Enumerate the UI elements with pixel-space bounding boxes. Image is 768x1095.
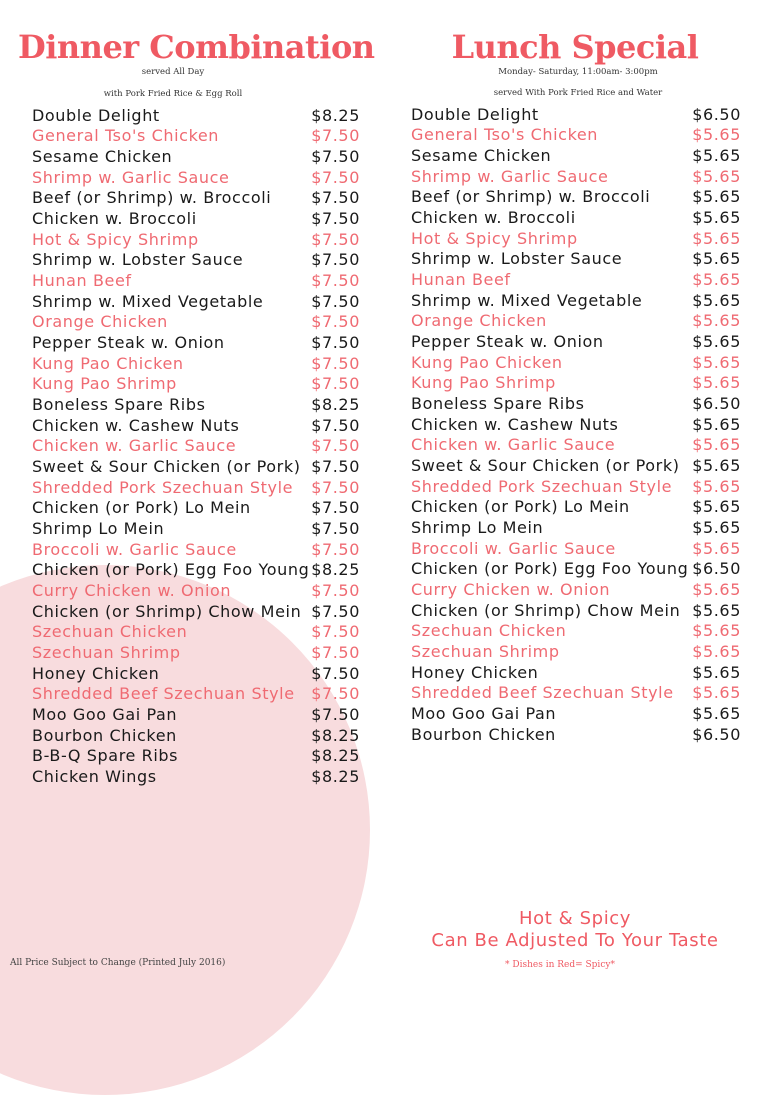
menu-item-name: Shrimp w. Mixed Vegetable [411,290,643,310]
menu-item-price: $5.65 [692,517,741,537]
menu-item-price: $5.65 [692,683,741,703]
menu-item-price: $6.50 [692,394,741,414]
menu-item-price: $8.25 [311,766,360,786]
menu-item [411,145,741,166]
menu-item [411,352,741,373]
menu-item-name: B-B-Q Spare Ribs [32,746,179,766]
menu-item-price: $7.50 [311,498,360,518]
menu-item-name: Broccoli w. Garlic Sauce [32,539,237,559]
menu-item-price: $7.50 [311,622,360,642]
menu-item [411,662,741,683]
menu-item-name: Shredded Pork Szechuan Style [32,477,294,497]
menu-item-name: Shredded Beef Szechuan Style [411,683,674,703]
lunch-title: Lunch Special [451,28,699,66]
menu-item-name: Shrimp Lo Mein [411,517,544,537]
menu-item [411,331,741,352]
menu-item-price: $7.50 [311,374,360,394]
menu-item-name: Chicken w. Broccoli [32,209,197,229]
menu-item [411,682,741,703]
menu-item-name: Beef (or Shrimp) w. Broccoli [411,187,651,207]
menu-item [32,704,360,725]
adjust-taste-note: Can Be Adjusted To Your Taste [431,930,719,951]
menu-item-price: $5.65 [692,228,741,248]
menu-item [32,105,360,126]
menu-item-name: Chicken (or Shrimp) Chow Mein [411,600,681,620]
menu-item-price: $7.50 [311,456,360,476]
menu-item [411,373,741,394]
menu-item-name: Hot & Spicy Shrimp [32,229,199,249]
menu-item [32,497,360,518]
menu-item-name: Shrimp Lo Mein [32,518,165,538]
menu-item-name: Sweet & Sour Chicken (or Pork) [411,455,680,475]
menu-item-price: $5.65 [692,166,741,186]
menu-item [411,269,741,290]
menu-item [411,600,741,621]
menu-item-price: $5.65 [692,497,741,517]
menu-item-price: $5.65 [692,187,741,207]
menu-item-name: Szechuan Shrimp [32,642,181,662]
menu-item-price: $7.50 [311,353,360,373]
dinner-subtitle-includes: with Pork Fried Rice & Egg Roll [103,89,243,99]
menu-item-name: Bourbon Chicken [32,725,177,745]
menu-item-name: Chicken w. Garlic Sauce [411,435,616,455]
menu-item [32,312,360,333]
menu-item [411,166,741,187]
menu-item [411,393,741,414]
menu-item-price: $5.65 [692,414,741,434]
menu-item-price: $8.25 [311,560,360,580]
menu-item-name: Sesame Chicken [32,147,173,167]
menu-item [411,125,741,146]
menu-item [32,436,360,457]
menu-item-name: Chicken w. Broccoli [411,208,576,228]
menu-item-name: Shrimp w. Lobster Sauce [411,249,623,269]
menu-item-price: $5.65 [692,311,741,331]
menu-item [32,208,360,229]
menu-item-name: Double Delight [32,105,160,125]
menu-item [32,250,360,271]
menu-item-name: Boneless Spare Ribs [411,394,585,414]
menu-item-name: Moo Goo Gai Pan [411,703,557,723]
menu-item-price: $7.50 [311,539,360,559]
menu-item-name: General Tso's Chicken [411,125,599,145]
menu-item [411,620,741,641]
menu-item-name: Bourbon Chicken [411,724,556,744]
menu-item-price: $5.65 [692,621,741,641]
spicy-legend-note: * Dishes in Red= Spicy* [505,960,615,970]
menu-item [32,146,360,167]
menu-item [411,435,741,456]
menu-item-name: Honey Chicken [411,662,539,682]
menu-item [32,621,360,642]
menu-item-price: $5.65 [692,703,741,723]
menu-item [411,558,741,579]
menu-item-name: Hunan Beef [32,271,132,291]
menu-item [32,559,360,580]
menu-item [411,641,741,662]
menu-item [32,229,360,250]
menu-item-name: Boneless Spare Ribs [32,395,206,415]
menu-item-price: $7.50 [311,518,360,538]
menu-item-price: $5.65 [692,125,741,145]
menu-item-price: $5.65 [692,641,741,661]
menu-item-price: $7.50 [311,333,360,353]
menu-item-price: $7.50 [311,642,360,662]
menu-item-name: Szechuan Chicken [32,622,188,642]
menu-item-price: $8.25 [311,725,360,745]
menu-item [32,683,360,704]
menu-item [32,518,360,539]
menu-item-price: $7.50 [311,663,360,683]
menu-item [411,414,741,435]
menu-item-name: Beef (or Shrimp) w. Broccoli [32,188,272,208]
menu-item [411,496,741,517]
menu-item-name: Curry Chicken w. Onion [32,580,232,600]
menu-item [411,228,741,249]
menu-item-price: $5.65 [692,373,741,393]
menu-item-name: Chicken (or Pork) Egg Foo Young [411,559,689,579]
menu-item-price: $5.65 [692,538,741,558]
hot-spicy-heading: Hot & Spicy [518,908,632,929]
menu-item-price: $7.50 [311,209,360,229]
menu-item [32,167,360,188]
menu-item-name: Pepper Steak w. Onion [32,333,225,353]
menu-item-price: $5.65 [692,476,741,496]
menu-item-name: Orange Chicken [32,312,168,332]
menu-item-price: $7.50 [311,229,360,249]
menu-item-name: Chicken (or Pork) Lo Mein [32,498,251,518]
menu-item-price: $5.65 [692,332,741,352]
menu-item-price: $6.50 [692,559,741,579]
menu-item-name: Hunan Beef [411,270,511,290]
menu-item-name: Chicken (or Pork) Lo Mein [411,497,630,517]
menu-item-price: $7.50 [311,477,360,497]
menu-item-price: $8.25 [311,746,360,766]
menu-item-price: $6.50 [692,104,741,124]
menu-item-price: $5.65 [692,249,741,269]
menu-item-name: Chicken (or Shrimp) Chow Mein [32,601,302,621]
menu-item-name: Shrimp w. Mixed Vegetable [32,291,264,311]
menu-item [32,332,360,353]
lunch-subtitle-includes: served With Pork Fried Rice and Water [493,88,663,98]
menu-item-price: $5.65 [692,290,741,310]
menu-item [411,187,741,208]
dinner-menu-list [32,105,360,787]
menu-item-price: $5.65 [692,270,741,290]
menu-item-price: $7.50 [311,704,360,724]
dinner-subtitle-served: served All Day [141,67,205,77]
menu-item-name: Curry Chicken w. Onion [411,579,611,599]
menu-item-name: Chicken w. Cashew Nuts [411,414,619,434]
menu-item-price: $5.65 [692,662,741,682]
menu-item-name: Szechuan Shrimp [411,641,560,661]
menu-item-price: $7.50 [311,147,360,167]
menu-item [411,517,741,538]
menu-item [32,291,360,312]
menu-item-price: $7.50 [311,415,360,435]
menu-item-price: $7.50 [311,291,360,311]
menu-item-name: Moo Goo Gai Pan [32,704,178,724]
menu-item [411,538,741,559]
menu-item-name: General Tso's Chicken [32,126,220,146]
menu-item [32,539,360,560]
menu-item [32,126,360,147]
menu-item [32,725,360,746]
menu-item [32,394,360,415]
menu-item [32,188,360,209]
menu-item [411,207,741,228]
menu-item [411,455,741,476]
menu-item [32,580,360,601]
menu-item [32,477,360,498]
menu-item-price: $7.50 [311,580,360,600]
menu-item-price: $5.65 [692,600,741,620]
lunch-menu-list [411,104,741,744]
menu-item-price: $7.50 [311,312,360,332]
lunch-subtitle-hours: Monday- Saturday, 11:00am- 3:00pm [498,67,658,77]
menu-item-price: $5.65 [692,352,741,372]
menu-item [411,579,741,600]
menu-item-name: Sweet & Sour Chicken (or Pork) [32,456,301,476]
menu-item-name: Kung Pao Chicken [411,352,563,372]
menu-item-name: Shredded Beef Szechuan Style [32,684,295,704]
menu-item-price: $6.50 [692,724,741,744]
menu-item [411,476,741,497]
menu-item-price: $7.50 [311,684,360,704]
menu-item-price: $7.50 [311,167,360,187]
menu-item-name: Kung Pao Shrimp [32,374,177,394]
menu-item [32,642,360,663]
menu-item [32,456,360,477]
menu-item-price: $5.65 [692,579,741,599]
menu-item-name: Broccoli w. Garlic Sauce [411,538,616,558]
menu-item [32,353,360,374]
menu-item-name: Honey Chicken [32,663,160,683]
menu-item [32,663,360,684]
menu-item [411,311,741,332]
menu-item [411,290,741,311]
menu-item [32,745,360,766]
menu-item-price: $8.25 [311,395,360,415]
menu-item-name: Hot & Spicy Shrimp [411,228,578,248]
menu-item-name: Shrimp w. Garlic Sauce [32,167,230,187]
menu-item-price: $5.65 [692,146,741,166]
menu-item-name: Shrimp w. Lobster Sauce [32,250,244,270]
dinner-title: Dinner Combination [18,28,375,66]
menu-item-name: Shredded Pork Szechuan Style [411,476,673,496]
menu-item-name: Kung Pao Chicken [32,353,184,373]
menu-item-name: Kung Pao Shrimp [411,373,556,393]
menu-item-price: $7.50 [311,126,360,146]
menu-item-name: Shrimp w. Garlic Sauce [411,166,609,186]
menu-item [32,415,360,436]
menu-item-name: Chicken Wings [32,766,157,786]
menu-item-price: $8.25 [311,105,360,125]
menu-item-price: $7.50 [311,436,360,456]
menu-item-name: Chicken w. Garlic Sauce [32,436,237,456]
menu-item-price: $7.50 [311,601,360,621]
menu-item [411,724,741,745]
menu-item [411,703,741,724]
menu-item [411,104,741,125]
menu-item [32,374,360,395]
menu-item-price: $5.65 [692,208,741,228]
menu-item-price: $7.50 [311,188,360,208]
menu-item-price: $7.50 [311,271,360,291]
menu-item-name: Chicken w. Cashew Nuts [32,415,240,435]
menu-item-name: Sesame Chicken [411,146,552,166]
menu-item-name: Szechuan Chicken [411,621,567,641]
menu-item [32,270,360,291]
menu-item-name: Chicken (or Pork) Egg Foo Young [32,560,310,580]
menu-item [32,601,360,622]
menu-item-price: $5.65 [692,435,741,455]
price-change-note: All Price Subject to Change (Printed July 2016) [10,958,226,968]
menu-item-name: Orange Chicken [411,311,547,331]
menu-item-name: Double Delight [411,104,539,124]
menu-item-name: Pepper Steak w. Onion [411,332,604,352]
menu-item-price: $5.65 [692,455,741,475]
menu-item-price: $7.50 [311,250,360,270]
menu-item [32,766,360,787]
menu-item [411,249,741,270]
